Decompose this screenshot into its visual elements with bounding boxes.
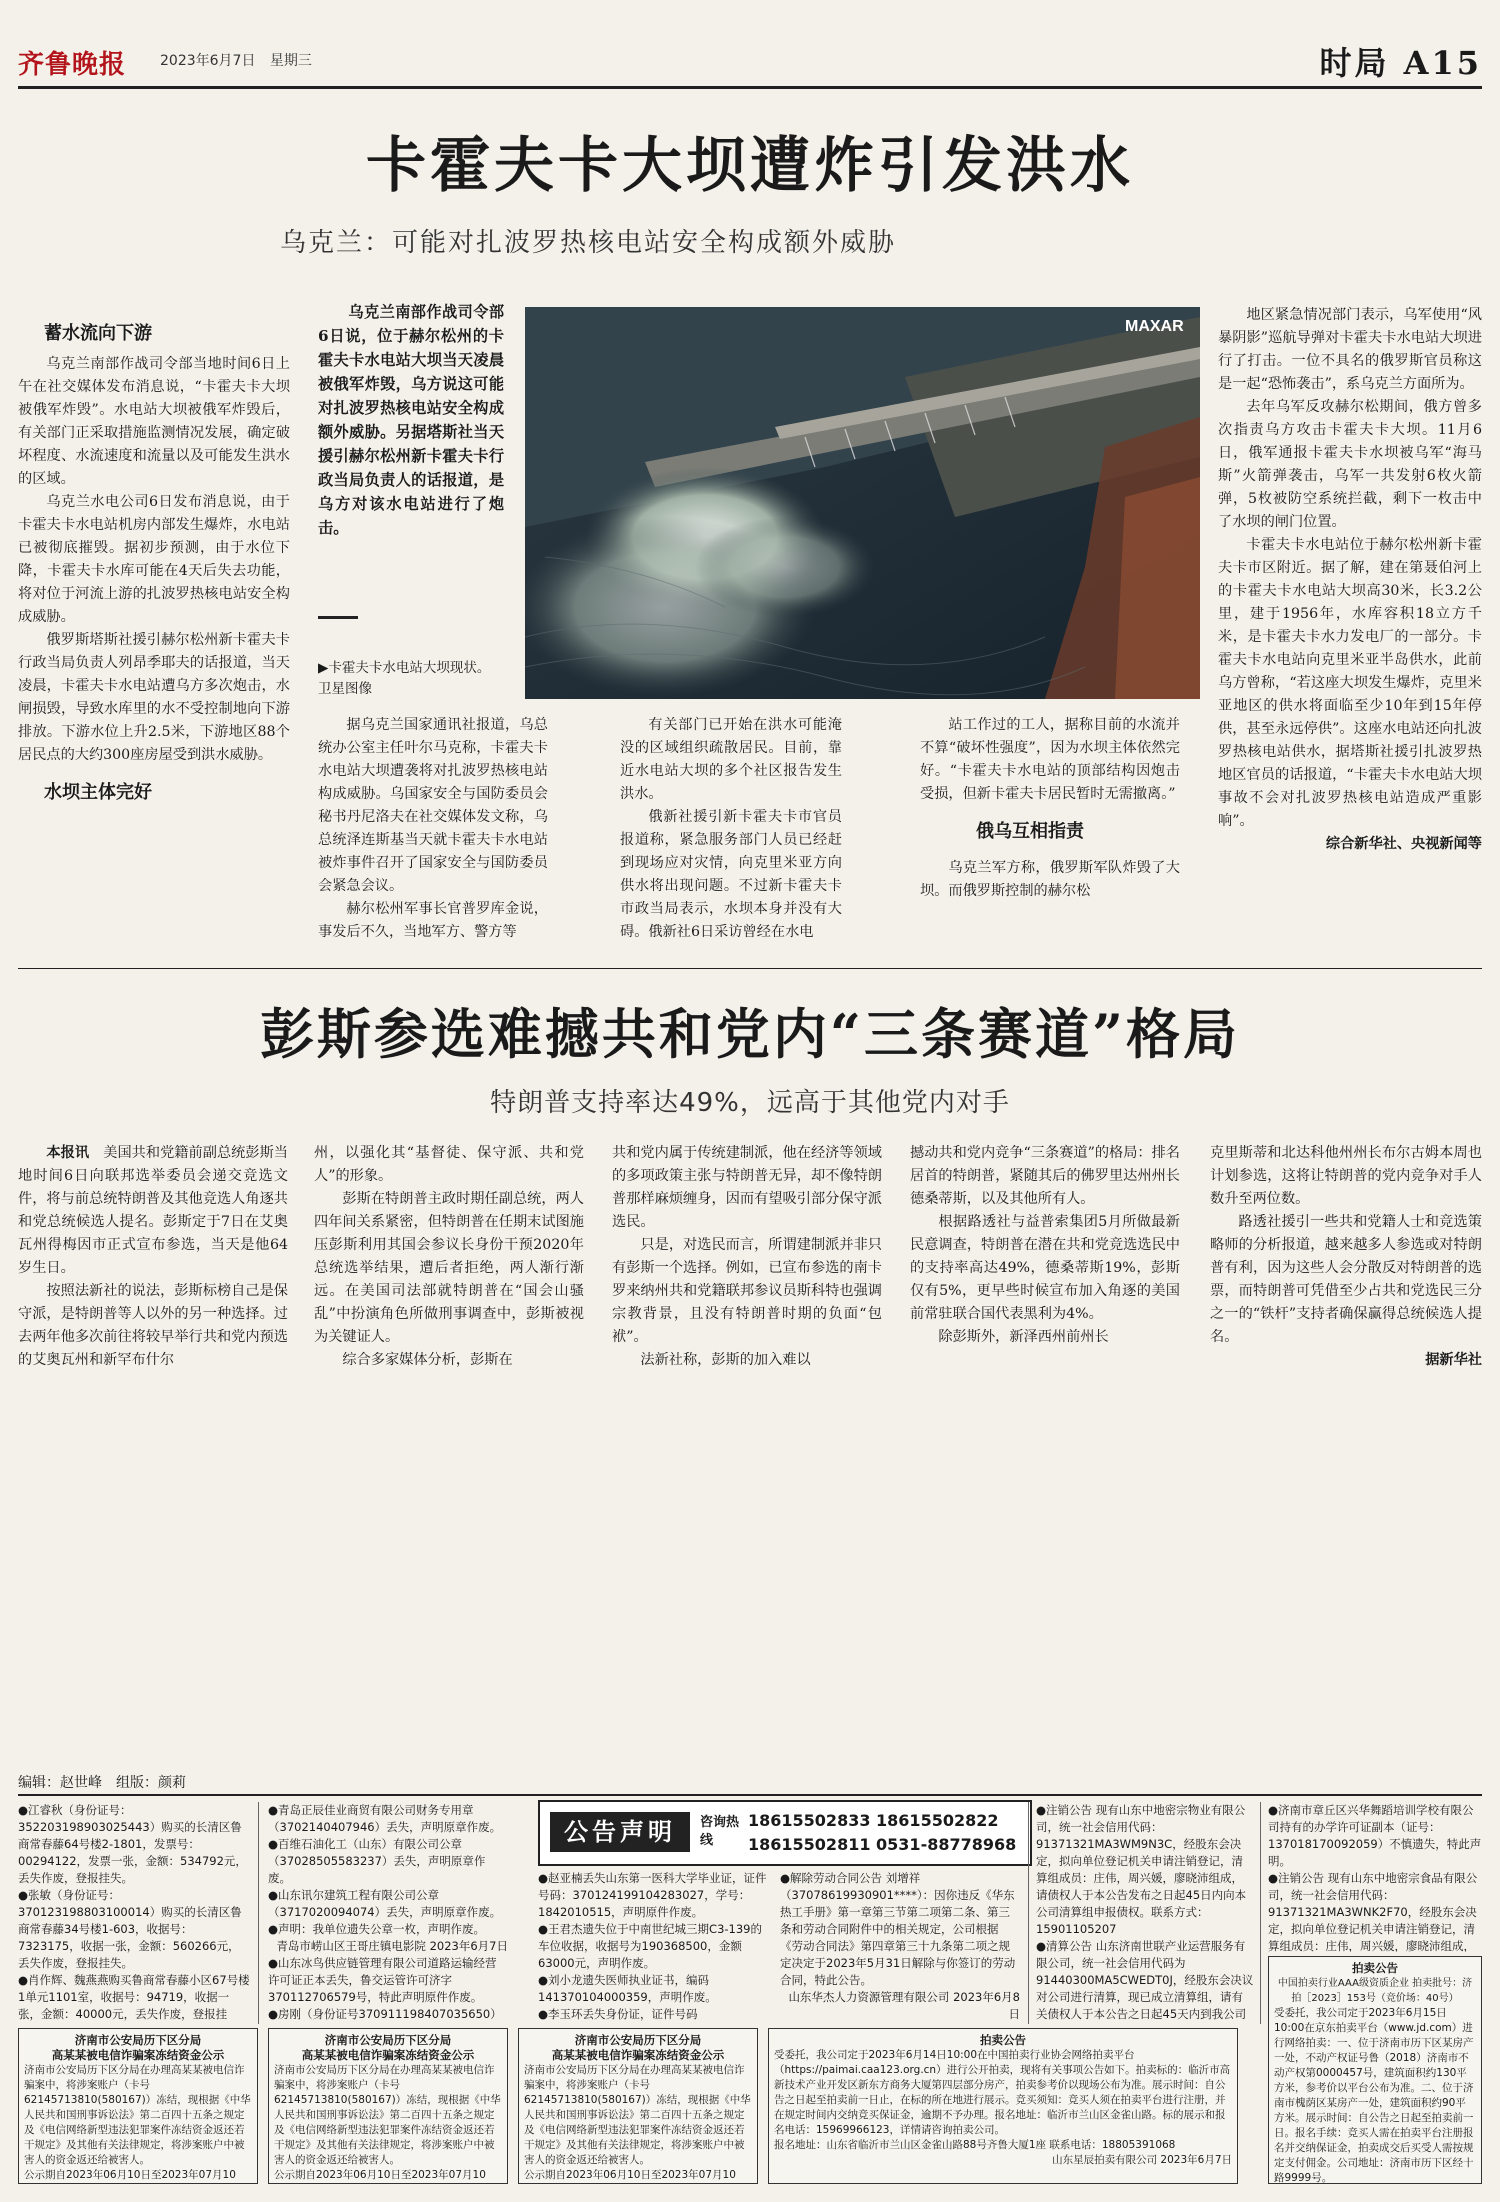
photo-watermark: MAXAR [1125,318,1184,335]
box-subtitle: 中国拍卖行业AAA级资质企业 拍卖批号：济拍［2023］153号（竞价场：40号） [1277,1978,1473,2004]
paragraph: 乌克兰水电公司6日发布消息说，由于卡霍夫卡水电站机房内部发生爆炸，水电站已被彻底摧毁。据初步预测，由于水位下降，卡霍夫卡水库可能在4天后失去功能，将对位于河流上游的扎波罗热核电站安全构成威胁。 [18,494,290,625]
paragraph: 俄罗斯塔斯社援引赫尔松州新卡霍夫卡行政当局负责人列昂季耶夫的话报道，当天凌晨，卡霍夫卡水电站遭乌方多次炮击，水闸损毁，导致水库里的水不受控制地向下游排放。下游水位上升2.5米，下游地区88个居民点的大约300座房屋受到洪水威胁。 [18,632,290,763]
police-notice-box [518,2028,758,2184]
article1-subheadline: 乌克兰：可能对扎波罗热核电站安全构成额外威胁 [280,228,897,258]
article2-column-1 [18,1142,288,1372]
ad-item: ●青岛正辰佳业商贸有限公司财务专用章（3702140407946）丢失，声明原章作废。 [268,1803,502,1834]
paragraph: 乌克兰南部作战司令部当地时间6日上午在社交媒体发布消息说，“卡霍夫卡大坝被俄军炸毁”。水电站大坝被俄军炸毁后，有关部门正采取措施监测情况发展，确定破坏程度、水流速度和流量以及可能发生洪水的区域。 [18,356,290,487]
ad-item: ●注销公告 现有山东中地密宗食品有限公司，统一社会信用代码：91371321MA3WNK2F70，经股东会决定，拟向单位登记机关申请注销登记，清算组成员：庄伟，周兴媛，廖晓沛组成， [1268,1871,1478,1952]
paragraph: 卡霍夫卡水电站位于赫尔松州新卡霍夫卡市区附近。据了解，建在第聂伯河上的卡霍夫卡水电站大坝高30米，长3.2公里，建于1956年，水库容积18立方千米，是卡霍夫卡水力发电厂的一部分。卡霍夫卡水电站向克里米亚半岛供水，此前乌方曾称，“若这座大坝发生爆炸，克里米亚地区的供水将面临至少10年到15年停供，甚至永远停供”。这座水电站还向扎波罗热核电站供水，据塔斯社援引扎波罗热地区官员的话报道，“卡霍夫卡水电站大坝事故不会对扎波罗热核电站造成严重影响”。 [1218,537,1482,829]
ad-column-divider [1260,1802,1261,2024]
masthead-rule [18,86,1482,89]
paragraph: 据乌克兰国家通讯社报道，乌总统办公室主任叶尔马克称，卡霍夫卡水电站大坝遭袭将对扎波罗热核电站构成威胁。乌国家安全与国防委员会秘书丹尼洛夫在社交媒体发文称，乌总统泽连斯基当天就卡霍夫卡水电站被炸事件召开了国家安全与国防委员会紧急会议。 [318,717,548,894]
page-section [1319,38,1482,84]
notice-label: 公告声明 [550,1812,690,1852]
paragraph: 法新社称，彭斯的加入难以 [640,1352,811,1368]
notice-header [538,1800,1032,1866]
ad-item: ●肖作辉、魏燕燕购买鲁商常春藤小区67号楼1单元1101室，收据号：94719，收据一张，金额：40000元，丢失作废，登报挂 [18,1973,250,2021]
ad-item: ●百维石油化工（山东）有限公司公章（37028505583237）丢失，声明原章作废。 [268,1837,486,1885]
editor-credit: 编辑：赵世峰 组版：颜莉 [18,1775,186,1791]
box-body: 受委托，我公司定于2023年6月15日10:00在京东拍卖平台（www.jd.com）进行网络拍卖：一、位于济南市历下区某房产一处，不动产权证号鲁（2018）济南市不动产权第0000457号，建筑面积约130平方米，参考价以平台公布为准。二、位于济南市槐荫区某房产一处，建筑面积约90平方米。展示时间：自公告之日起至拍卖前一日。报名手续：竞买人需在拍卖平台注册报名并交纳保证金，拍卖成交后买受人需按规定支付佣金。公司地址：济南市历下区经十路9999号。 [1274,2007,1474,2184]
ad-item: ●山东冰鸟供应链管理有限公司道路运输经营许可证正本丢失，鲁交运管许可济字370112706579号，特此声明原件作废。 [268,1956,497,2004]
ad-item: ●注销公告 现有山东中地密宗物业有限公司，统一社会信用代码：91371321MA3WM9N3C，经股东会决定，拟向单位登记机关申请注销登记，清算组成员：庄伟，周兴媛，廖晓沛组成，请债权人于本公告发布之日起45日内向本公司清算组申报债权。联系方式：15901105207 [1036,1803,1247,1936]
paragraph: 克里斯蒂和北达科他州州长布尔古姆本周也计划参选，这将让特朗普的党内竞争对手人数升至两位数。 [1210,1145,1482,1207]
article2-subheadline: 特朗普支持率达49%，远高于其他党内对手 [490,1088,1010,1118]
ad-column-4 [780,1870,1020,2024]
issue-date: 2023年6月7日 [160,53,256,69]
paragraph: 彭斯在特朗普主政时期任副总统，两人四年间关系紧密，但特朗普在任期末试图施压彭斯利用其国会参议长身份干预2020年总统选举结果，遭后者拒绝，两人渐行渐远。在美国司法部就特朗普在“国会山骚乱”中扮演角色所做刑事调查中，彭斯被视为关键证人。 [314,1191,584,1345]
paragraph: 路透社援引一些共和党籍人士和竞选策略师的分析报道，越来越多人参选或对特朗普有利，因为这些人会分散反对特朗普的选票，而特朗普可凭借至少占共和党选民三分之一的“铁杆”支持者确保赢得总统候选人提名。 [1210,1214,1482,1345]
paragraph: 俄新社援引新卡霍夫卡市官员报道称，紧急服务部门人员已经赶到现场应对灾情，向克里米亚方向供水将出现问题。不过新卡霍夫卡市政当局表示，水坝本身并没有大碍。俄新社6日采访曾经在水电 [620,809,842,940]
classified-ads [18,1794,1482,2188]
article1-column-2 [318,714,548,944]
paragraph: 去年乌军反攻赫尔松期间，俄方曾多次指责乌方攻击卡霍夫卡大坝。11月6日，俄军通报卡霍夫卡水坝被乌军“海马斯”火箭弹袭击，乌军一共发射6枚火箭弹，5枚被防空系统拦截，剩下一枚击中了水坝的闸门位置。 [1218,399,1482,530]
ad-item: ●赵亚楠丢失山东第一医科大学毕业证，证件号码：370124199104283027，学号：1842010515，声明原件作废。 [538,1871,767,1919]
paragraph: 共和党内属于传统建制派，他在经济等领域的多项政策主张与特朗普无异，却不像特朗普那样麻烦缠身，因而有望吸引部分保守派选民。 [612,1145,882,1230]
ad-column-1 [18,1802,250,2024]
paragraph: 州，以强化其“基督徒、保守派、共和党人”的形象。 [314,1145,584,1184]
section-name: 时局 [1319,44,1390,82]
box-title: 拍卖公告 [1352,1961,1398,1975]
ad-item: ●山东讯尔建筑工程有限公司公章（3717020094074）丢失，声明原章作废。 [268,1888,502,1919]
article1-column-5 [1218,304,1482,856]
box-body: 受委托，我公司定于2023年6月14日10:00在中国拍卖行业协会网络拍卖平台（https://paimai.caa123.org.cn）进行公开拍卖，现将有关事项公告如下。拍卖标的：临沂市高新技术产业开发区新东方商务大厦第四层部分房产，拍卖参考价以现场公布为准。展示时间：自公告之日起至拍卖前一日止，在标的所在地进行展示。竞买须知：竞买人须在拍卖平台进行注册，并在规定时间内交纳竞买保证金，逾期不予办理。报名地址：临沂市兰山区金雀山路。标的展示和报名电话：15969966123，详情请咨询拍卖公司。 [774,2049,1231,2136]
article2-column-3 [612,1142,882,1372]
ad-item: ●王君杰遗失位于中南世纪城三期C3-139的车位收据，收据号为190368500，金额63000元，声明作废。 [538,1922,762,1970]
satellite-photo [525,307,1200,699]
byline: 本报讯 [46,1145,90,1161]
article-divider [18,968,1482,969]
ad-item: ●刘小龙遗失医师执业证书，编码141370104000359，声明作废。 [538,1973,717,2004]
box-body: 济南市公安局历下区分局在办理高某某被电信诈骗案中，将涉案账户（卡号62145713810(580167)）冻结，现根据《中华人民共和国刑事诉讼法》第二百四十五条之规定及《电信网络新型违法犯罪案件冻结资金返还若干规定》及其他有关法律规定，将涉案账户中被害人的资金返还给被害人。 [24,2064,251,2166]
paragraph-text: 美国共和党籍前副总统彭斯当地时间6日向联邦选举委员会递交竞选文件，将与前总统特朗普及其他竞选人角逐共和党总统候选人提名。彭斯定于7日在艾奥瓦州得梅因市正式宣布参选，当天是他64岁生日。 [18,1145,288,1276]
article2-source: 据新华社 [1425,1352,1482,1368]
ad-item: ●张敏（身份证号：370123198803100014）购买的长清区鲁商常春藤34号楼1-603，收据号：7323175，收据一张，金额：560266元，丢失作废，登报挂失。 [18,1888,242,1970]
ad-column-3 [538,1870,770,2024]
article1-headline: 卡霍夫卡大坝遭炸引发洪水 [366,131,1134,201]
masthead-logo: 齐鲁晚报 [18,50,127,80]
article2-headline: 彭斯参选难撼共和党内“三条赛道”格局 [259,1002,1241,1066]
ad-item: ●江睿秋（身份证号：352203198903025443）购买的长清区鲁商常春藤64号楼2-1801，发票号：00294122，发票一张，金额：534792元，丢失作废，登报挂失。 [18,1803,247,1885]
article1-column-1 [18,322,290,812]
phone-line: 18615502811 0531-88778968 [748,1835,1017,1854]
paragraph: 只是，对选民而言，所谓建制派并非只有彭斯一个选择。例如，已宣布参选的南卡罗来纳州共和党籍联邦参议员斯科特也强调宗教背景，且没有特朗普时期的负面“包袱”。 [612,1237,882,1345]
box-sign: 山东星辰拍卖有限公司 2023年6月7日 [1052,2154,1232,2166]
ad-item: ●声明：我单位遗失公章一枚，声明作废。 [268,1922,486,1936]
section-heading: 俄乌互相指责 [976,821,1084,842]
lead-divider [318,616,358,619]
satellite-image [525,307,1200,699]
auction-notice-box-right [1268,1956,1482,2184]
article1-column-3 [620,714,842,944]
ad-item: 青岛市崂山区王哥庄镇电影院 2023年6月7日 [276,1939,508,1953]
box-period: 公示期自2023年06月10日至2023年07月10 [24,2169,236,2181]
article2-column-2 [314,1142,584,1372]
article1-source: 综合新华社、央视新闻等 [1325,836,1482,852]
article2-column-4 [910,1142,1180,1349]
paragraph: 综合多家媒体分析，彭斯在 [342,1352,513,1368]
box-period: 公示期自2023年06月10日至2023年07月10 [524,2169,736,2181]
box-subtitle: 高某某被电信诈骗案冻结资金公示 [51,2048,225,2062]
paragraph: 有关部门已开始在洪水可能淹没的区域组织疏散居民。目前，靠近水电站大坝的多个社区报告发生洪水。 [620,717,842,802]
paragraph: 赫尔松州军事长官普罗库金说，事发后不久，当地军方、警方等 [318,901,548,940]
paragraph: 乌克兰军方称，俄罗斯军队炸毁了大坝。而俄罗斯控制的赫尔松 [920,860,1180,899]
police-notice-box [18,2028,258,2184]
box-subtitle: 高某某被电信诈骗案冻结资金公示 [301,2048,475,2062]
police-notice-box [268,2028,508,2184]
masthead-date [160,50,312,70]
paragraph: 根据路透社与益普索集团5月所做最新民意调查，特朗普在潜在共和党竞选选民中的支持率高达49%，德桑蒂斯19%，彭斯仅有5%，更早些时候宣布加入角逐的美国前常驻联合国代表黑利为4%。 [910,1214,1180,1322]
box-title: 济南市公安局历下区分局 [574,2033,702,2047]
ad-item [780,2023,1020,2024]
phone-line: 18615502833 18615502822 [748,1811,999,1830]
ad-item: ●房刚（身份证号370911198407035650） [268,2007,502,2021]
ad-item: 山东华杰人力资源管理有限公司 2023年6月8日 [788,1990,1020,2021]
article2-column-5 [1210,1142,1482,1372]
ad-column-divider [1028,1802,1029,2024]
ad-column-divider [258,1802,259,2024]
article1-column-4 [920,714,1180,903]
hotline-label: 咨询热线 [700,1815,740,1848]
box-period: 公示期自2023年06月10日至2023年07月10 [274,2169,486,2181]
ad-column-2 [268,1802,508,2024]
box-body: 济南市公安局历下区分局在办理高某某被电信诈骗案中，将涉案账户（卡号62145713810(580167)）冻结，现根据《中华人民共和国刑事诉讼法》第二百四十五条之规定及《电信网络新型违法犯罪案件冻结资金返还若干规定》及其他有关法律规定，将涉案账户中被害人的资金返还给被害人。 [524,2064,751,2166]
paragraph: 按照法新社的说法，彭斯标榜自己是保守派，是特朗普等人以外的另一种选择。过去两年他多次前往将较早举行共和党内预选的艾奥瓦州和新罕布什尔 [18,1283,288,1368]
ad-item: ●济南市章丘区兴华舞蹈培训学校有限公司持有的办学许可证副本（证号：137018170092059）不慎遗失，特此声明。 [1268,1803,1482,1868]
page-number: A15 [1403,44,1482,82]
ad-column-5 [1036,1802,1254,2024]
paragraph: 地区紧急情况部门表示，乌军使用“风暴阴影”巡航导弹对卡霍夫卡水电站大坝进行了打击。一位不具名的俄罗斯官员称这是一起“恐怖袭击”，系乌克兰方面所为。 [1218,307,1482,392]
ad-item: ●解除劳动合同公告 刘增祥（37078619930901****）：因你违反《华东热工手册》第一章第三节第二项第二条、第三条和劳动合同附件中的相关规定，公司根据《劳动合同法》第四章第三十九条第二项之规定决定于2023年5月31日解除与你签订的劳动合同，特此公告。 [780,1871,1016,1987]
photo-caption: ▶卡霍夫卡水电站大坝现状。 卫星图像 [318,660,491,697]
paragraph: 除彭斯外，新泽西州前州长 [938,1329,1109,1345]
box-body: 济南市公安局历下区分局在办理高某某被电信诈骗案中，将涉案账户（卡号62145713810(580167)）冻结，现根据《中华人民共和国刑事诉讼法》第二百四十五条之规定及《电信网络新型违法犯罪案件冻结资金返还若干规定》及其他有关法律规定，将涉案账户中被害人的资金返还给被害人。 [274,2064,501,2166]
article1-lead [318,300,504,540]
issue-weekday: 星期三 [269,53,312,69]
ad-column-6 [1268,1802,1482,1952]
ad-item: ●清算公告 山东济南世联产业运营服务有限公司，统一社会信用代码为91440300MA5CWEDT0J，经股东会决议对公司进行清算，现已成立清算组，请有关债权人于本公告之日起45天内到我公司 [1036,1939,1254,2021]
paragraph [18,1142,288,1280]
section-heading: 水坝主体完好 [44,782,152,803]
hotline-phones [748,1809,1016,1857]
box-subtitle: 高某某被电信诈骗案冻结资金公示 [551,2048,725,2062]
paragraph: 撼动共和党内竞争“三条赛道”的格局：排名居首的特朗普，紧随其后的佛罗里达州州长德桑蒂斯，以及其他所有人。 [910,1145,1180,1207]
lead-paragraph: 乌克兰南部作战司令部6日说，位于赫尔松州的卡霍夫卡水电站大坝当天凌晨被俄军炸毁，乌方说这可能对扎波罗热核电站安全构成额外威胁。另据塔斯社当天援引赫尔松州新卡霍夫卡行政当局负责人的话报道，是乌方对该水电站进行了炮击。 [318,303,504,537]
paragraph: 站工作过的工人，据称目前的水流并不算“破坏性强度”，因为水坝主体依然完好。“卡霍夫卡水电站的顶部结构因炮击受损，但新卡霍夫卡居民暂时无需撤离。” [920,717,1180,802]
box-title: 济南市公安局历下区分局 [74,2033,202,2047]
auction-notice-box [768,2028,1238,2184]
box-title: 济南市公安局历下区分局 [324,2033,452,2047]
box-contact: 报名地址：山东省临沂市兰山区金雀山路88号齐鲁大厦1座 联系电话：18805391068 [774,2139,1176,2151]
section-heading: 蓄水流向下游 [44,323,152,344]
ad-item: ●李玉环丢失身份证，证件号码 [538,2007,698,2021]
box-title: 拍卖公告 [980,2033,1026,2047]
